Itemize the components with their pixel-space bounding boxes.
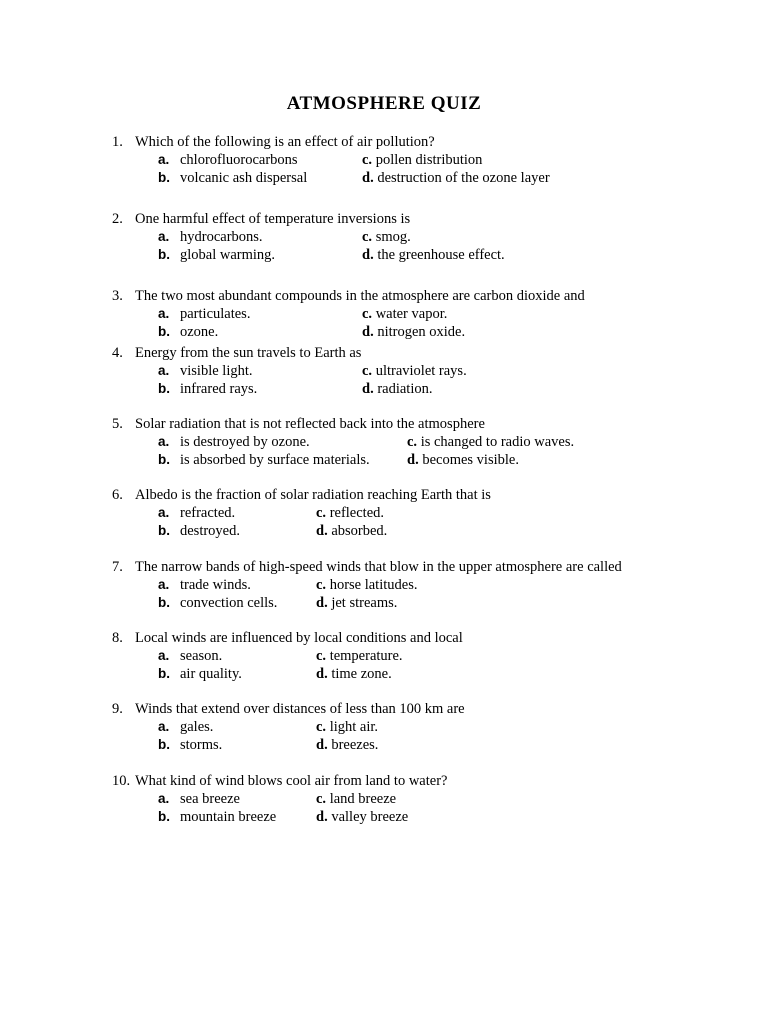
option-text: breezes. <box>331 737 379 753</box>
option-text: smog. <box>375 229 411 245</box>
option-text: pollen distribution <box>375 152 483 168</box>
option-letter: b. <box>158 666 170 681</box>
question-stem <box>112 772 447 790</box>
answer-option-b <box>158 169 307 187</box>
question-number: 8. <box>112 630 123 646</box>
question-text: Which of the following is an effect of air pollution? <box>135 134 435 150</box>
option-letter: b. <box>158 170 170 185</box>
answer-option-c <box>362 228 411 246</box>
option-text: valley breeze <box>331 809 409 825</box>
option-letter: c. <box>362 229 373 245</box>
option-letter: a. <box>158 363 170 378</box>
page-title: ATMOSPHERE QUIZ <box>286 93 482 114</box>
question-number: 3. <box>112 288 123 304</box>
answer-option-d <box>362 246 505 264</box>
question-text: Albedo is the fraction of solar radiation reaching Earth that is <box>135 487 491 503</box>
option-letter: b. <box>158 809 170 824</box>
question-text: Energy from the sun travels to Earth as <box>135 345 362 361</box>
answer-option-b <box>158 246 275 264</box>
option-text: global warming. <box>180 247 276 263</box>
option-letter: b. <box>158 523 170 538</box>
option-letter: d. <box>316 595 328 611</box>
option-text: air quality. <box>180 666 242 682</box>
answer-option-b <box>158 808 276 826</box>
answer-option-c <box>362 151 482 169</box>
option-text: chlorofluorocarbons <box>180 152 298 168</box>
question-number: 5. <box>112 416 123 432</box>
option-text: gales. <box>180 719 214 735</box>
question-number: 7. <box>112 559 123 575</box>
option-letter: d. <box>362 170 374 186</box>
answer-option-a <box>158 305 250 323</box>
option-letter: b. <box>158 247 170 262</box>
option-letter: a. <box>158 229 170 244</box>
answer-option-a <box>158 576 251 594</box>
option-text: the greenhouse effect. <box>377 247 505 263</box>
option-letter: d. <box>316 809 328 825</box>
option-text: horse latitudes. <box>329 577 418 593</box>
answer-option-b <box>158 522 240 540</box>
option-letter: c. <box>362 363 373 379</box>
option-letter: a. <box>158 577 170 592</box>
option-text: reflected. <box>329 505 385 521</box>
option-text: ozone. <box>180 324 219 340</box>
option-text: volcanic ash dispersal <box>180 170 308 186</box>
question-stem <box>112 486 491 504</box>
answer-option-b <box>158 594 277 612</box>
option-text: particulates. <box>180 306 251 322</box>
answer-option-b <box>158 736 222 754</box>
answer-option-d <box>362 380 433 398</box>
answer-option-a <box>158 362 253 380</box>
option-letter: c. <box>316 577 327 593</box>
option-text: water vapor. <box>375 306 448 322</box>
answer-option-b <box>158 380 257 398</box>
answer-option-c <box>362 305 447 323</box>
answer-option-d <box>362 169 550 187</box>
answer-option-d <box>316 808 408 826</box>
option-letter: d. <box>316 737 328 753</box>
option-letter: b. <box>158 595 170 610</box>
answer-option-a <box>158 151 298 169</box>
answer-option-b <box>158 451 370 469</box>
answer-option-c <box>316 504 384 522</box>
option-letter: a. <box>158 791 170 806</box>
question-stem <box>112 344 361 362</box>
option-text: destroyed. <box>180 523 240 539</box>
option-letter: d. <box>316 523 328 539</box>
answer-option-a <box>158 504 235 522</box>
question-text: The two most abundant compounds in the atmosphere are carbon dioxide and <box>135 288 585 304</box>
option-letter: a. <box>158 306 170 321</box>
question-number: 2. <box>112 211 123 227</box>
answer-option-b <box>158 665 242 683</box>
answer-option-d <box>407 451 519 469</box>
question-stem <box>112 287 585 305</box>
question-text: The narrow bands of high-speed winds that blow in the upper atmosphere are called <box>135 559 622 575</box>
option-letter: c. <box>362 152 373 168</box>
option-letter: b. <box>158 452 170 467</box>
answer-option-a <box>158 718 213 736</box>
option-text: becomes visible. <box>422 452 519 468</box>
question-stem <box>112 133 435 151</box>
option-letter: d. <box>362 381 374 397</box>
answer-option-d <box>316 665 392 683</box>
option-text: is destroyed by ozone. <box>180 434 310 450</box>
option-text: mountain breeze <box>180 809 277 825</box>
answer-option-c <box>316 718 378 736</box>
answer-option-c <box>362 362 467 380</box>
option-text: season. <box>180 648 223 664</box>
option-text: trade winds. <box>180 577 251 593</box>
option-text: visible light. <box>180 363 253 379</box>
answer-option-d <box>362 323 465 341</box>
question-stem <box>112 629 463 647</box>
option-text: light air. <box>329 719 379 735</box>
option-text: storms. <box>180 737 223 753</box>
option-text: refracted. <box>180 505 236 521</box>
question-stem <box>112 210 410 228</box>
question-number: 10. <box>112 773 131 789</box>
question-number: 6. <box>112 487 123 503</box>
option-text: absorbed. <box>331 523 388 539</box>
option-letter: a. <box>158 505 170 520</box>
option-text: time zone. <box>331 666 392 682</box>
question-number: 9. <box>112 701 123 717</box>
option-letter: c. <box>316 505 327 521</box>
question-stem <box>112 558 622 576</box>
option-letter: a. <box>158 152 170 167</box>
option-letter: a. <box>158 434 170 449</box>
option-letter: c. <box>316 791 327 807</box>
option-text: land breeze <box>329 791 397 807</box>
option-text: is absorbed by surface materials. <box>180 452 370 468</box>
answer-option-a <box>158 790 240 808</box>
option-text: infrared rays. <box>180 381 258 397</box>
answer-option-c <box>316 647 403 665</box>
option-letter: a. <box>158 719 170 734</box>
question-text: Local winds are influenced by local conditions and local <box>135 630 463 646</box>
option-letter: c. <box>316 648 327 664</box>
option-letter: c. <box>362 306 373 322</box>
option-letter: b. <box>158 737 170 752</box>
question-text: One harmful effect of temperature inversions is <box>135 211 411 227</box>
question-number: 4. <box>112 345 123 361</box>
answer-option-c <box>316 576 417 594</box>
answer-option-d <box>316 522 387 540</box>
option-letter: d. <box>362 247 374 263</box>
option-text: nitrogen oxide. <box>377 324 466 340</box>
question-number: 1. <box>112 134 123 150</box>
option-letter: d. <box>362 324 374 340</box>
option-letter: a. <box>158 648 170 663</box>
option-letter: b. <box>158 381 170 396</box>
question-stem <box>112 415 485 433</box>
answer-option-a <box>158 647 222 665</box>
question-text: What kind of wind blows cool air from land to water? <box>135 773 448 789</box>
option-text: destruction of the ozone layer <box>377 170 550 186</box>
option-letter: c. <box>407 434 418 450</box>
option-text: jet streams. <box>331 595 398 611</box>
option-text: hydrocarbons. <box>180 229 263 245</box>
answer-option-a <box>158 228 263 246</box>
option-text: radiation. <box>377 381 433 397</box>
option-text: is changed to radio waves. <box>420 434 575 450</box>
answer-option-d <box>316 736 378 754</box>
answer-option-c <box>407 433 574 451</box>
option-letter: b. <box>158 324 170 339</box>
question-stem <box>112 700 465 718</box>
question-text: Solar radiation that is not reflected back into the atmosphere <box>135 416 485 432</box>
option-letter: d. <box>316 666 328 682</box>
question-text: Winds that extend over distances of less than 100 km are <box>135 701 465 717</box>
option-text: sea breeze <box>180 791 240 807</box>
option-letter: d. <box>407 452 419 468</box>
answer-option-c <box>316 790 396 808</box>
option-text: ultraviolet rays. <box>375 363 467 379</box>
option-text: convection cells. <box>180 595 278 611</box>
answer-option-d <box>316 594 397 612</box>
option-text: temperature. <box>329 648 403 664</box>
answer-option-a <box>158 433 310 451</box>
answer-option-b <box>158 323 218 341</box>
option-letter: c. <box>316 719 327 735</box>
